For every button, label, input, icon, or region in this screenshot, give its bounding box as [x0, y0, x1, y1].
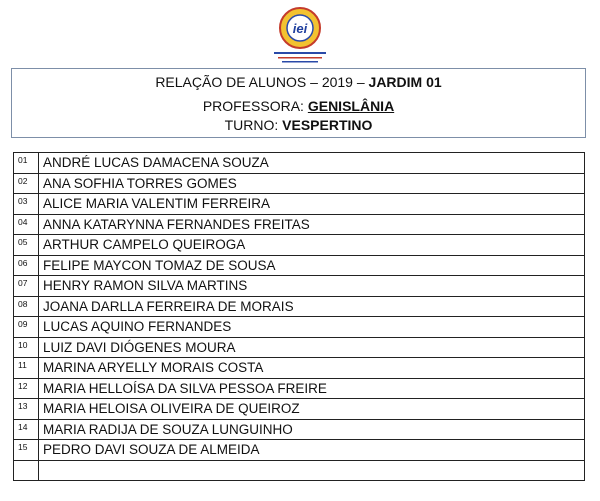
student-name: MARINA ARYELLY MORAIS COSTA — [39, 358, 585, 379]
student-name: MARIA HELOISA OLIVEIRA DE QUEIROZ — [39, 399, 585, 420]
teacher-line — [12, 98, 585, 114]
student-number — [14, 460, 39, 481]
student-name: LUIZ DAVI DIÓGENES MOURA — [39, 337, 585, 358]
student-name: MARIA RADIJA DE SOUZA LUNGUINHO — [39, 419, 585, 440]
student-row — [14, 153, 585, 174]
list-title-prefix: RELAÇÃO DE ALUNOS – 2019 – — [155, 74, 369, 90]
student-name: FELIPE MAYCON TOMAZ DE SOUSA — [39, 255, 585, 276]
student-row — [14, 337, 585, 358]
student-number: 11 — [14, 358, 39, 379]
student-number: 09 — [14, 317, 39, 338]
shift-value: VESPERTINO — [282, 117, 373, 133]
student-row — [14, 358, 585, 379]
student-number: 06 — [14, 255, 39, 276]
student-number: 03 — [14, 194, 39, 215]
student-name: ANDRÉ LUCAS DAMACENA SOUZA — [39, 153, 585, 174]
header-box — [11, 68, 586, 138]
student-row — [14, 460, 585, 481]
student-row — [14, 378, 585, 399]
student-name: ALICE MARIA VALENTIM FERREIRA — [39, 194, 585, 215]
student-number: 15 — [14, 440, 39, 461]
list-title — [12, 74, 585, 90]
shift-line — [12, 117, 585, 133]
student-number: 05 — [14, 235, 39, 256]
student-number: 10 — [14, 337, 39, 358]
student-row — [14, 419, 585, 440]
class-name: JARDIM 01 — [368, 74, 442, 90]
student-row — [14, 440, 585, 461]
student-row — [14, 255, 585, 276]
student-row — [14, 296, 585, 317]
student-row — [14, 194, 585, 215]
student-name: ANNA KATARYNNA FERNANDES FREITAS — [39, 214, 585, 235]
student-number: 01 — [14, 153, 39, 174]
student-number: 02 — [14, 173, 39, 194]
student-name: MARIA HELLOÍSA DA SILVA PESSOA FREIRE — [39, 378, 585, 399]
students-table — [13, 152, 585, 481]
student-number: 07 — [14, 276, 39, 297]
student-name — [39, 460, 585, 481]
student-name: PEDRO DAVI SOUZA DE ALMEIDA — [39, 440, 585, 461]
student-number: 08 — [14, 296, 39, 317]
student-name: JOANA DARLLA FERREIRA DE MORAIS — [39, 296, 585, 317]
student-number: 13 — [14, 399, 39, 420]
student-number: 14 — [14, 419, 39, 440]
student-name: ANA SOFHIA TORRES GOMES — [39, 173, 585, 194]
student-row — [14, 235, 585, 256]
student-row — [14, 173, 585, 194]
student-row — [14, 214, 585, 235]
teacher-label: PROFESSORA: — [202, 98, 308, 114]
student-name: LUCAS AQUINO FERNANDES — [39, 317, 585, 338]
student-name: HENRY RAMON SILVA MARTINS — [39, 276, 585, 297]
logo-text: iei — [292, 21, 308, 36]
school-logo — [268, 6, 332, 64]
student-name: ARTHUR CAMPELO QUEIROGA — [39, 235, 585, 256]
shift-label: TURNO: — [224, 117, 283, 133]
student-row — [14, 399, 585, 420]
student-row — [14, 317, 585, 338]
student-row — [14, 276, 585, 297]
student-number: 04 — [14, 214, 39, 235]
teacher-name: GENISLÂNIA — [307, 98, 395, 114]
student-number: 12 — [14, 378, 39, 399]
